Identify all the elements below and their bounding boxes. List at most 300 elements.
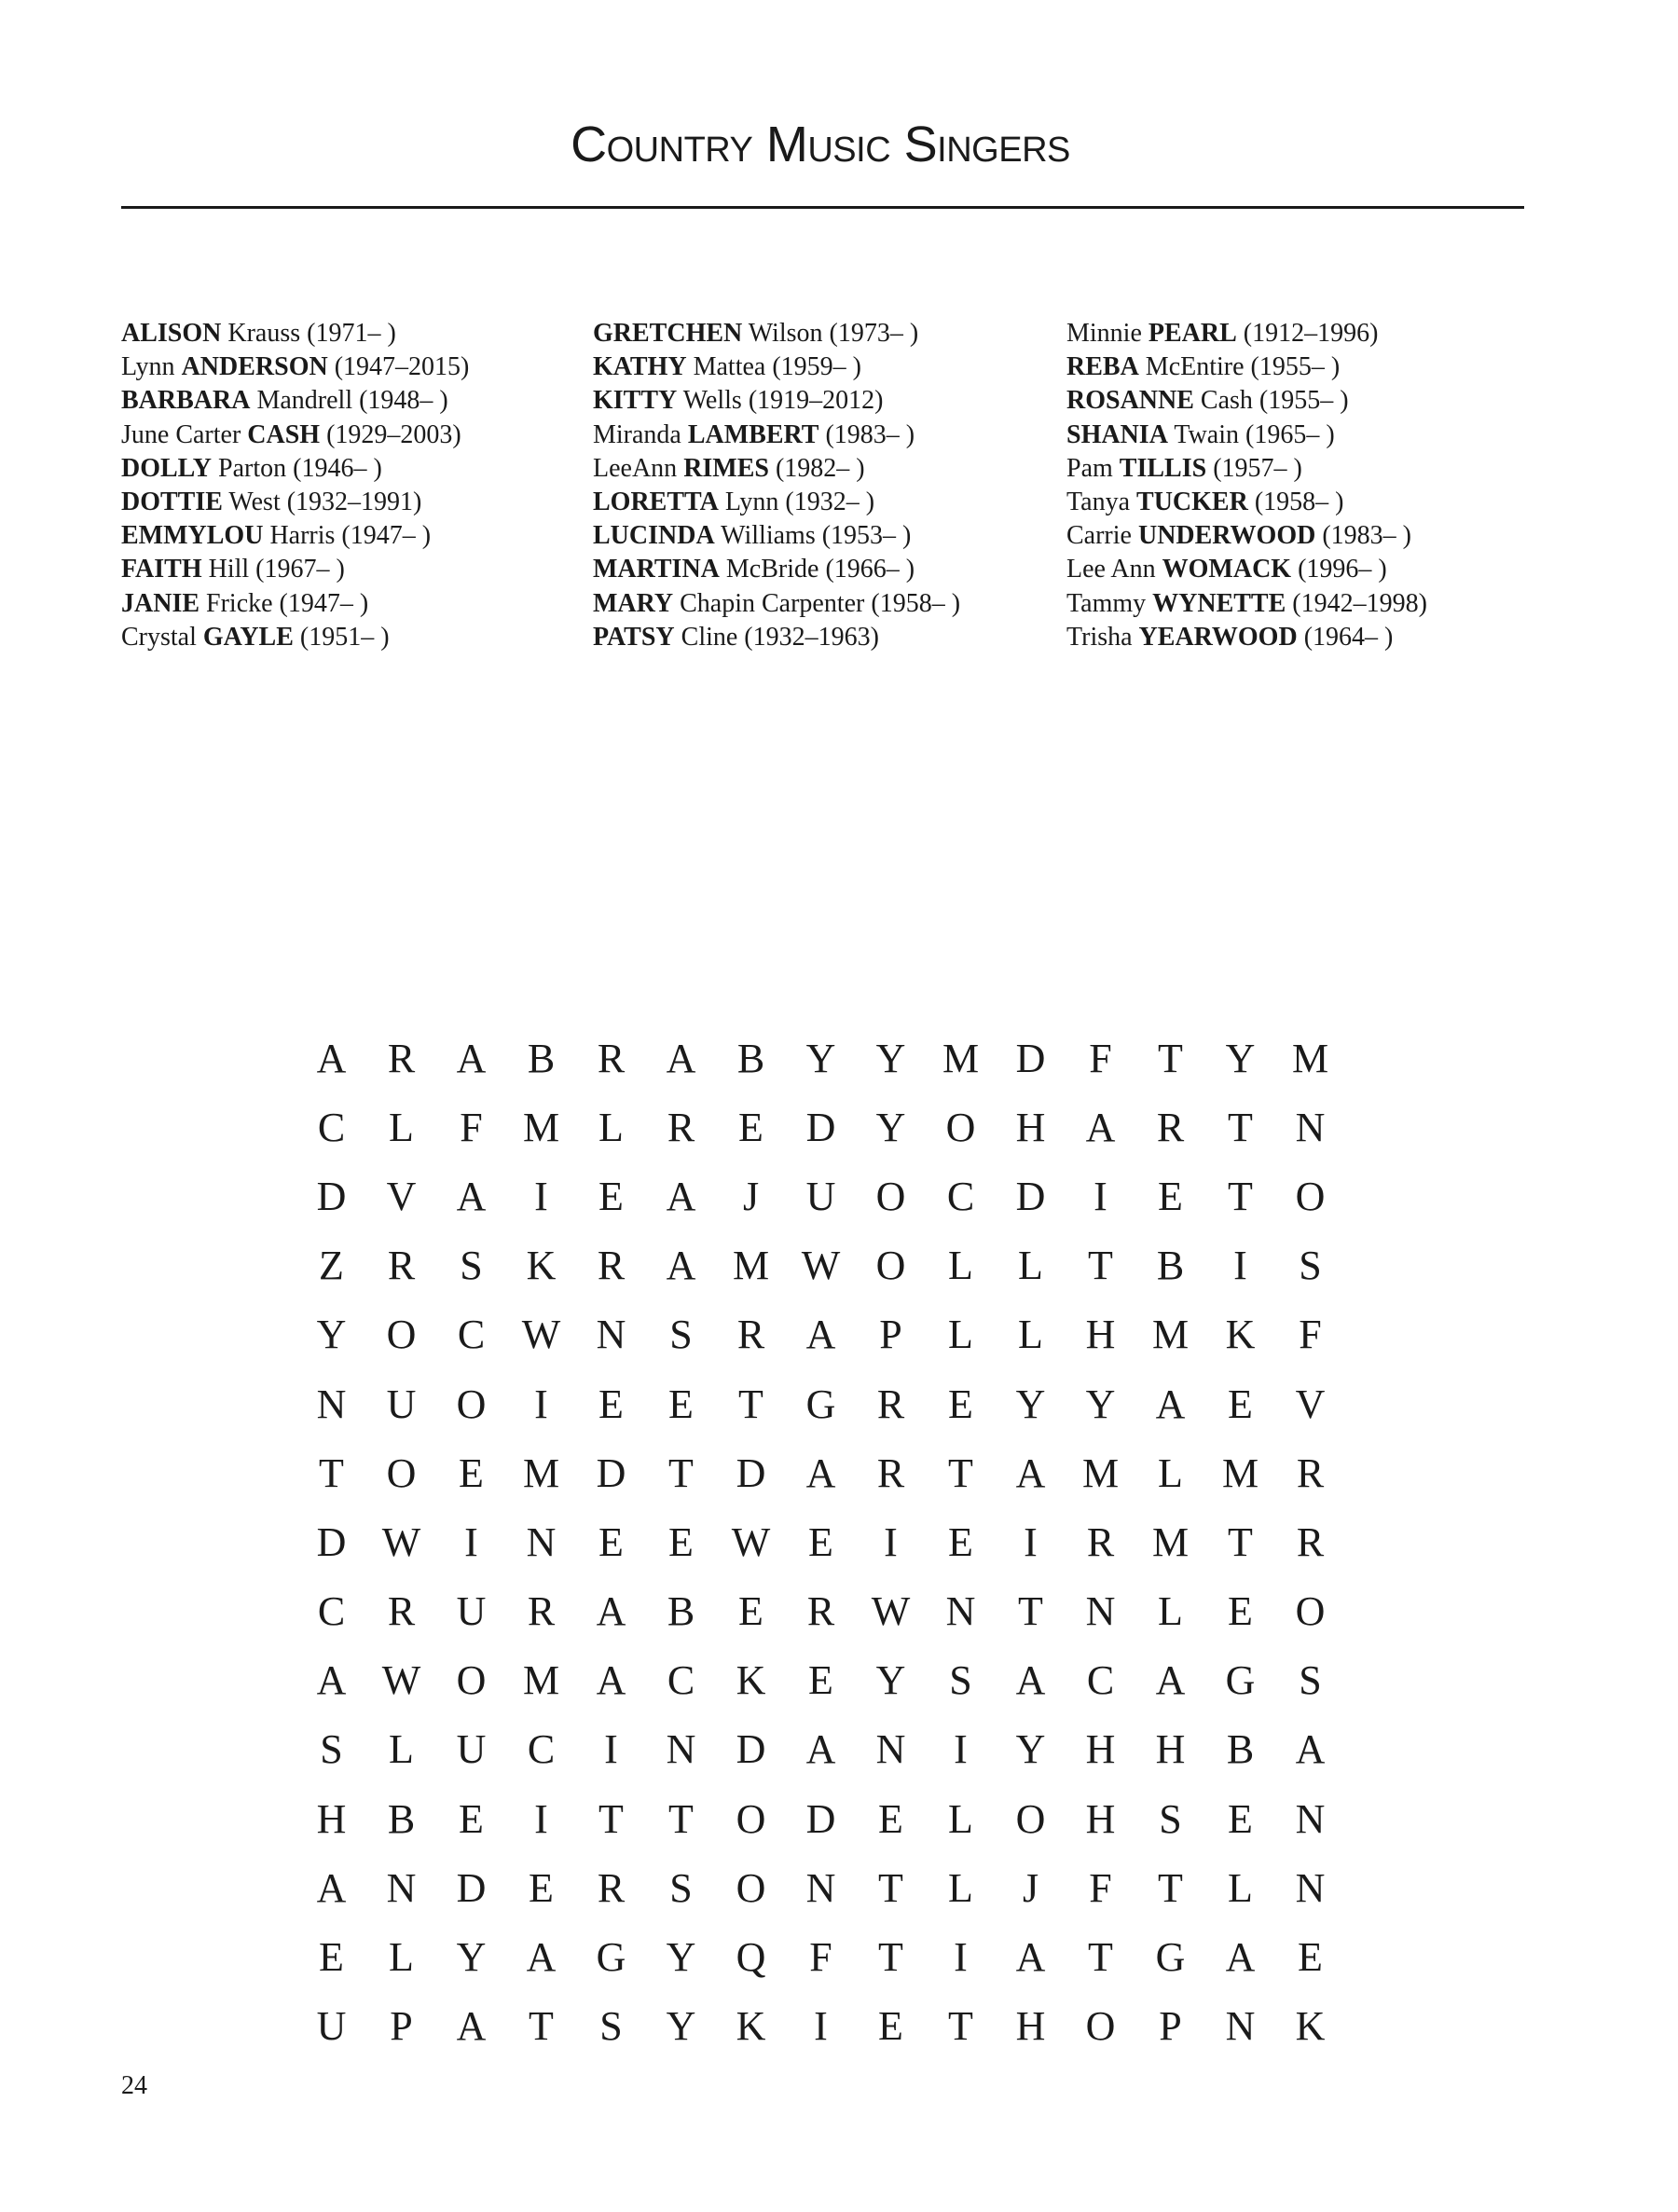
grid-letter[interactable]: T	[878, 1934, 903, 1981]
word-entry-details: Lynn (1932– )	[718, 488, 875, 517]
grid-letter[interactable]: S	[669, 1864, 693, 1911]
word-entry-details: Fricke (1947– )	[199, 588, 369, 618]
grid-letter[interactable]: L	[1228, 1864, 1253, 1911]
grid-letter[interactable]: E	[598, 1173, 624, 1219]
grid-letter[interactable]: O	[875, 1243, 906, 1289]
grid-letter[interactable]: Y	[875, 1657, 906, 1704]
grid-letter[interactable]: E	[1158, 1173, 1183, 1219]
grid-letter[interactable]: C	[457, 1312, 486, 1358]
word-entry-details: (1983– )	[1315, 521, 1411, 551]
grid-letter[interactable]: A	[316, 1657, 347, 1704]
grid-letter[interactable]: A	[1085, 1104, 1116, 1150]
grid-letter[interactable]: C	[317, 1588, 346, 1635]
grid-letter[interactable]: J	[742, 1173, 760, 1219]
word-entry-prefix: LeeAnn	[593, 453, 684, 483]
grid-letter[interactable]: Y	[1085, 1381, 1116, 1427]
grid-letter[interactable]: T	[948, 1449, 973, 1496]
grid-letter[interactable]: T	[1158, 1035, 1183, 1081]
grid-letter[interactable]: W	[871, 1588, 911, 1635]
grid-letter[interactable]: F	[1299, 1312, 1322, 1358]
grid-letter[interactable]: K	[736, 2003, 766, 2050]
grid-letter[interactable]: A	[316, 1035, 347, 1081]
grid-letter[interactable]: E	[1228, 1588, 1253, 1635]
grid-letter[interactable]: G	[805, 1381, 836, 1427]
grid-letter[interactable]: I	[604, 1726, 618, 1773]
grid-letter[interactable]: O	[1015, 1795, 1046, 1842]
grid-letter[interactable]: N	[805, 1864, 836, 1911]
grid-letter[interactable]: I	[954, 1726, 968, 1773]
grid-letter[interactable]: A	[596, 1588, 626, 1635]
grid-letter[interactable]: A	[1015, 1934, 1046, 1981]
grid-letter[interactable]: E	[1298, 1934, 1323, 1981]
grid-letter[interactable]: L	[389, 1104, 414, 1150]
word-entry-details: Cline (1932–1963)	[674, 622, 879, 652]
grid-letter[interactable]: L	[1018, 1312, 1043, 1358]
grid-letter[interactable]: P	[390, 2003, 413, 2050]
grid-letter[interactable]: N	[1295, 1864, 1326, 1911]
search-word: LUCINDA	[593, 521, 715, 551]
grid-letter[interactable]: K	[1225, 1312, 1256, 1358]
grid-letter[interactable]: C	[317, 1104, 346, 1150]
grid-letter[interactable]: R	[597, 1243, 626, 1289]
search-word: GRETCHEN	[593, 319, 743, 348]
grid-letter[interactable]: T	[1088, 1243, 1113, 1289]
grid-letter[interactable]: R	[736, 1312, 765, 1358]
word-list-item	[121, 452, 587, 486]
grid-letter[interactable]: O	[945, 1104, 976, 1150]
word-list-item	[593, 553, 1059, 586]
grid-letter[interactable]: L	[389, 1726, 414, 1773]
grid-letter[interactable]: E	[808, 1518, 833, 1565]
grid-letter[interactable]: R	[387, 1588, 416, 1635]
grid-letter[interactable]: I	[1024, 1518, 1038, 1565]
grid-letter[interactable]: R	[1296, 1449, 1325, 1496]
grid-letter[interactable]: N	[1295, 1104, 1326, 1150]
grid-letter[interactable]: E	[738, 1104, 763, 1150]
grid-letter[interactable]: U	[456, 1588, 487, 1635]
grid-letter[interactable]: A	[316, 1864, 347, 1911]
grid-letter[interactable]: I	[814, 2003, 828, 2050]
grid-letter[interactable]: P	[879, 1312, 902, 1358]
grid-letter[interactable]: L	[598, 1104, 624, 1150]
word-list-item	[121, 317, 587, 350]
search-word: PATSY	[593, 622, 675, 652]
grid-letter[interactable]: A	[1155, 1657, 1186, 1704]
grid-letter[interactable]: T	[668, 1795, 694, 1842]
grid-letter[interactable]: I	[534, 1173, 548, 1219]
word-entry-details: (1951– )	[293, 622, 390, 652]
word-list-item	[593, 587, 1059, 621]
grid-letter[interactable]: W	[521, 1312, 561, 1358]
grid-letter[interactable]: N	[1225, 2003, 1256, 2050]
grid-letter[interactable]: G	[1155, 1934, 1186, 1981]
search-word: SHANIA	[1066, 419, 1168, 449]
grid-letter[interactable]: Y	[666, 2003, 696, 2050]
page-title: Country Music Singers	[571, 117, 1070, 172]
word-entry-details: Hill (1967– )	[201, 555, 345, 584]
grid-letter[interactable]: A	[1015, 1657, 1046, 1704]
word-entry-prefix: Lynn	[121, 352, 182, 382]
grid-letter[interactable]: W	[381, 1657, 421, 1704]
search-word: KITTY	[593, 386, 678, 416]
grid-letter[interactable]: R	[876, 1381, 905, 1427]
grid-letter[interactable]: S	[949, 1657, 972, 1704]
word-entry-prefix: Miranda	[593, 419, 688, 449]
grid-letter[interactable]: E	[459, 1795, 484, 1842]
grid-letter[interactable]: O	[736, 1795, 766, 1842]
grid-letter[interactable]: L	[948, 1243, 973, 1289]
grid-letter[interactable]: T	[1228, 1104, 1253, 1150]
grid-letter[interactable]: M	[1151, 1312, 1190, 1358]
search-word: REBA	[1066, 352, 1139, 382]
title-rule	[121, 206, 1524, 209]
grid-letter[interactable]: E	[598, 1518, 624, 1565]
grid-letter[interactable]: T	[598, 1795, 624, 1842]
grid-letter[interactable]: N	[386, 1864, 417, 1911]
grid-letter[interactable]: P	[1159, 2003, 1182, 2050]
grid-letter[interactable]: S	[1159, 1795, 1182, 1842]
grid-letter[interactable]: E	[1228, 1381, 1253, 1427]
word-list-item	[121, 486, 587, 519]
grid-letter[interactable]: U	[805, 1173, 836, 1219]
word-list-item	[593, 350, 1059, 384]
grid-letter[interactable]: S	[599, 2003, 623, 2050]
grid-letter[interactable]: I	[1093, 1173, 1107, 1219]
grid-letter[interactable]: R	[1156, 1104, 1185, 1150]
grid-letter[interactable]: O	[736, 1864, 766, 1911]
grid-letter[interactable]: R	[387, 1243, 416, 1289]
grid-letter[interactable]: O	[1295, 1588, 1326, 1635]
grid-letter[interactable]: T	[529, 2003, 554, 2050]
grid-letter[interactable]: I	[534, 1795, 548, 1842]
word-entry-details: (1958– )	[1247, 488, 1344, 517]
grid-letter[interactable]: B	[1226, 1726, 1255, 1773]
grid-letter[interactable]: D	[316, 1518, 347, 1565]
search-word: MARTINA	[593, 555, 720, 584]
word-list-item	[593, 621, 1059, 654]
grid-letter[interactable]: N	[596, 1312, 626, 1358]
grid-letter[interactable]: B	[527, 1035, 556, 1081]
grid-letter[interactable]: I	[954, 1934, 968, 1981]
grid-letter[interactable]: K	[736, 1657, 766, 1704]
grid-letter[interactable]: C	[946, 1173, 975, 1219]
grid-letter[interactable]: R	[876, 1449, 905, 1496]
search-word: PEARL	[1148, 319, 1237, 348]
grid-letter[interactable]: N	[526, 1518, 557, 1565]
grid-letter[interactable]: A	[666, 1243, 696, 1289]
grid-letter[interactable]: Z	[319, 1243, 344, 1289]
grid-letter[interactable]: Y	[875, 1035, 906, 1081]
grid-letter[interactable]: R	[597, 1864, 626, 1911]
word-list-item	[1066, 317, 1533, 350]
grid-letter[interactable]: F	[1089, 1864, 1112, 1911]
grid-letter[interactable]: U	[316, 2003, 347, 2050]
search-word: TUCKER	[1136, 488, 1248, 517]
grid-letter[interactable]: D	[805, 1104, 836, 1150]
grid-letter[interactable]: G	[1225, 1657, 1256, 1704]
word-list-item	[121, 384, 587, 418]
grid-letter[interactable]: Y	[316, 1312, 347, 1358]
word-list-column-3	[1066, 317, 1533, 654]
grid-letter[interactable]: A	[526, 1934, 557, 1981]
word-entry-prefix: Tanya	[1066, 488, 1137, 517]
grid-letter[interactable]: W	[731, 1518, 771, 1565]
search-word: KATHY	[593, 352, 687, 382]
search-word: DOTTIE	[121, 488, 223, 517]
grid-letter[interactable]: E	[878, 2003, 903, 2050]
grid-letter[interactable]: H	[1085, 1312, 1116, 1358]
word-entry-prefix: Carrie	[1066, 521, 1138, 551]
grid-letter[interactable]: D	[316, 1173, 347, 1219]
word-entry-details: Harris (1947– )	[263, 521, 432, 551]
grid-letter[interactable]: H	[1085, 1795, 1116, 1842]
grid-letter[interactable]: L	[948, 1795, 973, 1842]
grid-letter[interactable]: L	[948, 1312, 973, 1358]
grid-letter[interactable]: M	[732, 1243, 770, 1289]
grid-letter[interactable]: H	[1015, 2003, 1046, 2050]
word-entry-details: (1983– )	[818, 419, 915, 449]
page-number: 24	[121, 2071, 147, 2100]
grid-letter[interactable]: E	[808, 1657, 833, 1704]
grid-letter[interactable]: I	[464, 1518, 478, 1565]
grid-letter[interactable]: A	[805, 1449, 836, 1496]
grid-letter[interactable]: O	[1295, 1173, 1326, 1219]
word-entry-details: Chapin Carpenter (1958– )	[673, 588, 961, 618]
grid-letter[interactable]: O	[386, 1449, 417, 1496]
grid-letter[interactable]: M	[1151, 1518, 1190, 1565]
grid-letter[interactable]: N	[875, 1726, 906, 1773]
grid-letter[interactable]: L	[389, 1934, 414, 1981]
grid-letter[interactable]: L	[1158, 1449, 1183, 1496]
grid-letter[interactable]: A	[1155, 1381, 1186, 1427]
word-list-item	[1066, 519, 1533, 553]
grid-letter[interactable]: O	[456, 1657, 487, 1704]
search-word: WOMACK	[1162, 555, 1292, 584]
grid-letter[interactable]: E	[529, 1864, 554, 1911]
grid-letter[interactable]: A	[805, 1726, 836, 1773]
grid-letter[interactable]: N	[1085, 1588, 1116, 1635]
grid-letter[interactable]: T	[319, 1449, 344, 1496]
grid-letter[interactable]: M	[1291, 1035, 1329, 1081]
grid-letter[interactable]: U	[386, 1381, 417, 1427]
grid-letter[interactable]: E	[948, 1381, 973, 1427]
grid-letter[interactable]: A	[456, 2003, 487, 2050]
grid-letter[interactable]: R	[527, 1588, 556, 1635]
word-entry-details: McBride (1966– )	[719, 555, 915, 584]
grid-letter[interactable]: Q	[736, 1934, 766, 1981]
grid-letter[interactable]: Y	[1015, 1381, 1046, 1427]
word-entry-details: Mandrell (1948– )	[250, 386, 448, 416]
grid-letter[interactable]: J	[1022, 1864, 1039, 1911]
grid-letter[interactable]: C	[667, 1657, 695, 1704]
grid-letter[interactable]: S	[460, 1243, 483, 1289]
grid-letter[interactable]: T	[878, 1864, 903, 1911]
grid-letter[interactable]: E	[668, 1518, 694, 1565]
grid-letter[interactable]: Y	[1015, 1726, 1046, 1773]
grid-letter[interactable]: F	[809, 1934, 832, 1981]
word-entry-prefix: Crystal	[121, 622, 203, 652]
search-word: FAITH	[121, 555, 202, 584]
grid-letter[interactable]: D	[736, 1449, 766, 1496]
grid-letter[interactable]: R	[1296, 1518, 1325, 1565]
search-word: EMMYLOU	[121, 521, 264, 551]
grid-letter[interactable]: W	[801, 1243, 841, 1289]
grid-letter[interactable]: D	[805, 1795, 836, 1842]
word-entry-details: Wilson (1973– )	[742, 319, 919, 348]
word-list-item	[593, 384, 1059, 418]
grid-letter[interactable]: I	[884, 1518, 898, 1565]
grid-letter[interactable]: N	[666, 1726, 696, 1773]
grid-letter[interactable]: T	[738, 1381, 763, 1427]
word-list-item	[1066, 587, 1533, 621]
grid-letter[interactable]: B	[736, 1035, 765, 1081]
grid-letter[interactable]: A	[1225, 1934, 1256, 1981]
grid-letter[interactable]: K	[526, 1243, 557, 1289]
grid-letter[interactable]: E	[668, 1381, 694, 1427]
search-word: RIMES	[683, 453, 769, 483]
grid-letter[interactable]: T	[1158, 1864, 1183, 1911]
grid-letter[interactable]: L	[948, 1864, 973, 1911]
grid-letter[interactable]: S	[1299, 1657, 1322, 1704]
grid-letter[interactable]: A	[456, 1173, 487, 1219]
grid-letter[interactable]: M	[522, 1657, 560, 1704]
grid-letter[interactable]: F	[460, 1104, 483, 1150]
grid-letter[interactable]: C	[527, 1726, 556, 1773]
grid-letter[interactable]: A	[666, 1035, 696, 1081]
word-entry-details: Mattea (1959– )	[686, 352, 861, 382]
word-list-item	[121, 419, 587, 452]
grid-letter[interactable]: O	[386, 1312, 417, 1358]
grid-letter[interactable]: M	[1081, 1449, 1120, 1496]
word-list-item	[1066, 486, 1533, 519]
word-entry-details: (1964– )	[1297, 622, 1394, 652]
grid-letter[interactable]: H	[1015, 1104, 1046, 1150]
grid-letter[interactable]: S	[320, 1726, 343, 1773]
grid-letter[interactable]: H	[1085, 1726, 1116, 1773]
grid-letter[interactable]: A	[666, 1173, 696, 1219]
grid-letter[interactable]: B	[1156, 1243, 1185, 1289]
grid-letter[interactable]: S	[1299, 1243, 1322, 1289]
word-entry-details: (1942–1998)	[1286, 588, 1427, 618]
word-entry-details: McEntire (1955– )	[1138, 352, 1341, 382]
word-list-item	[1066, 419, 1533, 452]
grid-letter[interactable]: O	[456, 1381, 487, 1427]
grid-letter[interactable]: I	[534, 1381, 548, 1427]
grid-letter[interactable]: D	[456, 1864, 487, 1911]
grid-letter[interactable]: G	[596, 1934, 626, 1981]
grid-letter[interactable]: W	[381, 1518, 421, 1565]
grid-letter[interactable]: A	[456, 1035, 487, 1081]
grid-letter[interactable]: R	[667, 1104, 695, 1150]
search-word: LORETTA	[593, 488, 719, 517]
word-entry-prefix: Pam	[1066, 453, 1120, 483]
grid-letter[interactable]: R	[597, 1035, 626, 1081]
grid-letter[interactable]: T	[1228, 1173, 1253, 1219]
word-list-item	[593, 419, 1059, 452]
grid-letter[interactable]: L	[1158, 1588, 1183, 1635]
grid-letter[interactable]: D	[1015, 1173, 1046, 1219]
grid-letter[interactable]: C	[1086, 1657, 1115, 1704]
word-list-item	[121, 350, 587, 384]
grid-letter[interactable]: O	[875, 1173, 906, 1219]
grid-letter[interactable]: E	[738, 1588, 763, 1635]
word-list-item	[121, 621, 587, 654]
grid-letter[interactable]: A	[1295, 1726, 1326, 1773]
grid-letter[interactable]: N	[1295, 1795, 1326, 1842]
grid-letter[interactable]: R	[387, 1035, 416, 1081]
grid-letter[interactable]: M	[1221, 1449, 1259, 1496]
grid-letter[interactable]: V	[386, 1173, 417, 1219]
word-list-item	[121, 587, 587, 621]
grid-letter[interactable]: D	[596, 1449, 626, 1496]
grid-letter[interactable]: T	[1088, 1934, 1113, 1981]
grid-letter[interactable]: Y	[875, 1104, 906, 1150]
grid-letter[interactable]: R	[1086, 1518, 1115, 1565]
grid-letter[interactable]: U	[456, 1726, 487, 1773]
word-entry-details: Wells (1919–2012)	[677, 386, 884, 416]
grid-letter[interactable]: V	[1295, 1381, 1326, 1427]
grid-letter[interactable]: O	[1085, 2003, 1116, 2050]
grid-letter[interactable]: Y	[805, 1035, 836, 1081]
grid-letter[interactable]: M	[522, 1104, 560, 1150]
grid-letter[interactable]: E	[948, 1518, 973, 1565]
grid-letter[interactable]: H	[316, 1795, 347, 1842]
grid-letter[interactable]: D	[1015, 1035, 1046, 1081]
grid-letter[interactable]: E	[319, 1934, 344, 1981]
grid-letter[interactable]: A	[1015, 1449, 1046, 1496]
grid-letter[interactable]: I	[1233, 1243, 1247, 1289]
grid-letter[interactable]: K	[1295, 2003, 1326, 2050]
grid-letter[interactable]: Y	[1225, 1035, 1256, 1081]
grid-letter[interactable]: M	[522, 1449, 560, 1496]
grid-letter[interactable]: H	[1155, 1726, 1186, 1773]
grid-letter[interactable]: B	[667, 1588, 695, 1635]
grid-letter[interactable]: E	[598, 1381, 624, 1427]
search-word: GAYLE	[202, 622, 294, 652]
grid-letter[interactable]: A	[596, 1657, 626, 1704]
grid-letter[interactable]: N	[945, 1588, 976, 1635]
grid-letter[interactable]: T	[948, 2003, 973, 2050]
word-list-item	[593, 452, 1059, 486]
grid-letter[interactable]: S	[669, 1312, 693, 1358]
word-entry-details: Krauss (1971– )	[221, 319, 396, 348]
grid-letter[interactable]: E	[459, 1449, 484, 1496]
word-search-grid	[296, 1024, 1345, 2061]
word-list-item	[593, 317, 1059, 350]
grid-letter[interactable]: F	[1089, 1035, 1112, 1081]
grid-letter[interactable]: M	[942, 1035, 980, 1081]
grid-letter[interactable]: E	[1228, 1795, 1253, 1842]
word-entry-prefix: Minnie	[1066, 319, 1148, 348]
grid-letter[interactable]: R	[806, 1588, 835, 1635]
word-entry-details: (1929–2003)	[320, 419, 461, 449]
grid-letter[interactable]: T	[1018, 1588, 1043, 1635]
grid-letter[interactable]: D	[736, 1726, 766, 1773]
word-entry-prefix: June Carter	[121, 419, 248, 449]
grid-letter[interactable]: E	[878, 1795, 903, 1842]
grid-letter[interactable]: B	[387, 1795, 416, 1842]
search-word: WYNETTE	[1152, 588, 1286, 618]
grid-letter[interactable]: Y	[456, 1934, 487, 1981]
grid-letter[interactable]: A	[805, 1312, 836, 1358]
grid-letter[interactable]: T	[1228, 1518, 1253, 1565]
search-word: DOLLY	[121, 453, 213, 483]
grid-letter[interactable]: T	[668, 1449, 694, 1496]
grid-letter[interactable]: N	[316, 1381, 347, 1427]
grid-letter[interactable]: Y	[666, 1934, 696, 1981]
grid-letter[interactable]: L	[1018, 1243, 1043, 1289]
word-entry-details: Cash (1955– )	[1193, 386, 1349, 416]
